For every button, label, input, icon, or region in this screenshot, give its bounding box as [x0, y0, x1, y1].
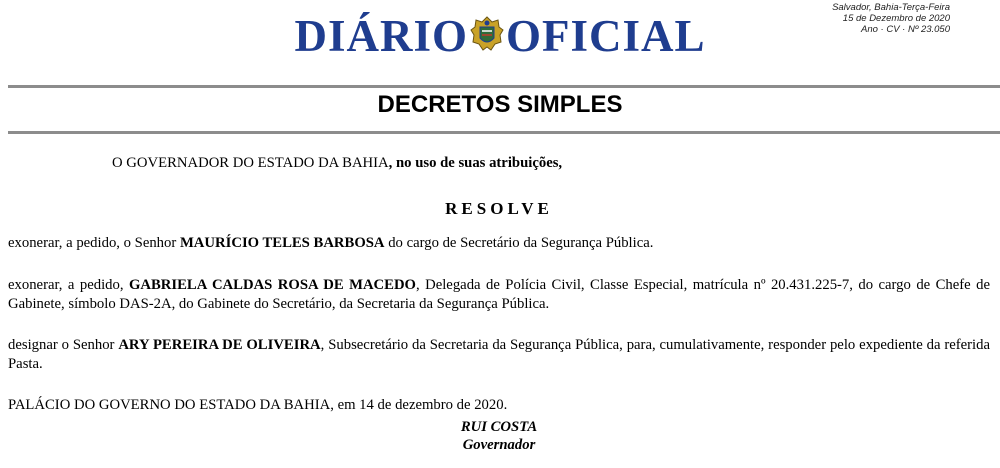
signature-block: [8, 418, 990, 454]
item-text-before: exonerar, a pedido, o Senhor: [8, 235, 180, 251]
title-right-word: OFICIAL: [506, 11, 706, 61]
intro-rest: , no uso de suas atribuições,: [388, 155, 563, 171]
top-divider: [8, 85, 1000, 88]
item-text-before: exonerar, a pedido,: [8, 277, 129, 293]
section-title: DECRETOS SIMPLES: [377, 91, 623, 118]
item-text-after: , Delegada de Polícia Civil, Classe Especial, matrícula nº 20.431.225-7, do cargo de Chefe de Gabinete, símbolo DAS-2A, do Gabinete do Secretário, da Secretaria da Segurança Pública.: [8, 277, 991, 312]
item-text-after: do cargo de Secretário da Segurança Pública.: [384, 235, 654, 251]
decree-item: [8, 234, 990, 253]
bottom-divider: [8, 131, 1000, 134]
resolve-heading: RESOLVE: [445, 199, 553, 218]
decree-closing: PALÁCIO DO GOVERNO DO ESTADO DA BAHIA, em 14 de dezembro de 2020.: [8, 397, 508, 413]
decree-item: [8, 336, 990, 374]
item-person-name: GABRIELA CALDAS ROSA DE MACEDO: [128, 277, 416, 293]
title-left-word: DIÁRIO: [294, 11, 468, 61]
item-person-name: MAURÍCIO TELES BARBOSA: [179, 235, 385, 251]
dateline-edition: Ano · CV · Nº 23.050: [860, 24, 950, 35]
signatory-title: Governador: [462, 437, 536, 453]
decree-item: [8, 276, 990, 314]
item-text-after: , Subsecretário da Secretaria da Segurança Pública, para, cumulativamente, responder pelo expediente da referida Pasta.: [8, 337, 990, 372]
item-text-before: designar o Senhor: [8, 337, 119, 353]
masthead: [0, 0, 1000, 78]
dateline-place-day: Salvador, Bahia-Terça-Feira: [832, 2, 950, 13]
signatory-name: RUI COSTA: [460, 419, 538, 435]
item-person-name: ARY PEREIRA DE OLIVEIRA: [118, 337, 321, 353]
dateline-date: 15 de Dezembro de 2020: [842, 13, 950, 24]
decree-intro: [112, 154, 562, 173]
dateline: [832, 2, 950, 35]
coat-of-arms-icon: [470, 15, 504, 53]
intro-authority: O GOVERNADOR DO ESTADO DA BAHIA: [112, 155, 389, 171]
